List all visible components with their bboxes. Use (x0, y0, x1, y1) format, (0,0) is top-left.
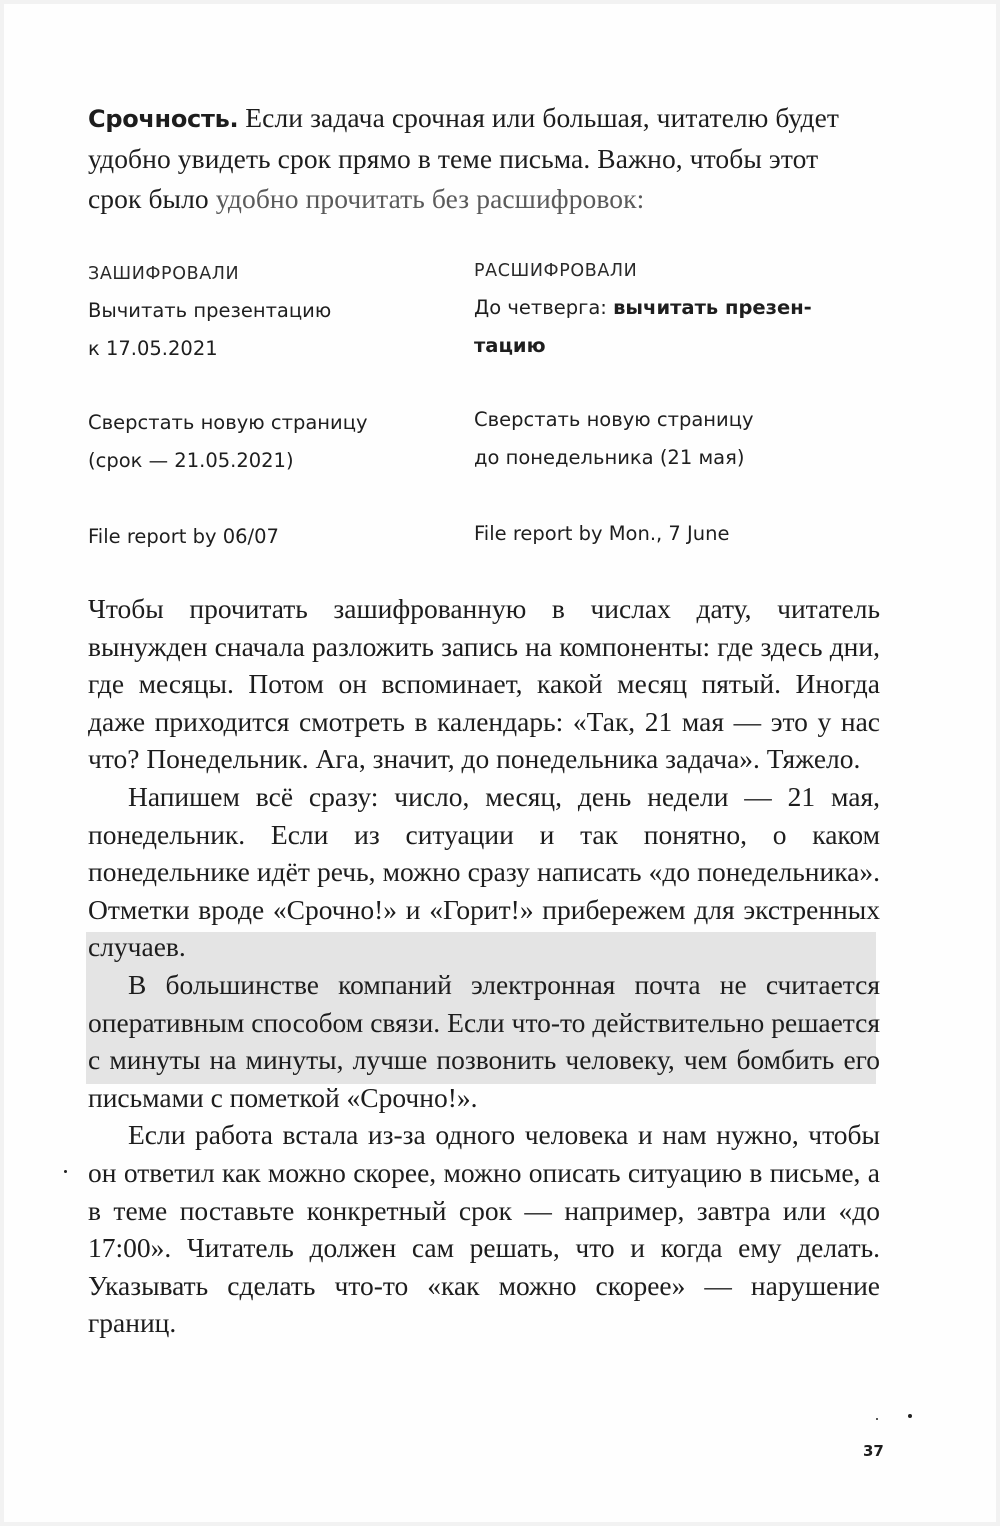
encoded-column-header: ЗАШИФРОВАЛИ (88, 264, 240, 284)
encoded-row-1: Вычитать презентацию к 17.05.2021 (88, 299, 332, 360)
intro-line-3: срок было удобно прочитать без расшифровок: (88, 183, 645, 214)
encoded-row-2: Сверстать новую страницу (срок — 21.05.2021) (88, 411, 368, 472)
paragraph-3: В большинстве компаний электронная почта не считается оперативным способом связи. Если что-то действительно решается с минуты на минуты, лучше позвонить человеку, чем бомбить его письмами с пометкой «Срочно!». (88, 968, 880, 1113)
intro-line-1: Срочность. Если задача срочная или большая, читателю будет (88, 102, 840, 133)
print-speck (876, 1418, 878, 1420)
decoded-row-3: File report by Mon., 7 June (474, 522, 730, 545)
body-text (88, 590, 880, 1342)
decoded-row-2: Сверстать новую страницу до понедельника (21 мая) (474, 408, 754, 469)
paragraph-1: Чтобы прочитать зашифрованную в числах дату, читатель вынужден сначала разложить запись на компоненты: где здесь дни, где месяцы. Потом он вспоминает, какой месяц пятый. Иногда даже приходится смотреть в календарь: «Так, 21 мая — это у нас что? Понедельник. Ага, значит, до понедельника задача». Тяжело. (88, 593, 880, 775)
paragraph-2: Напишем всё сразу: число, месяц, день недели — 21 мая, понедельник. Если из ситуации и так понятно, о каком понедельнике идёт речь, можно сразу написать «до понедельника». Отметки вроде «Срочно!» и «Горит!» прибережем для экстренных случаев. (88, 780, 880, 963)
page-number: 37 (863, 1442, 884, 1460)
paragraph-4: Если работа встала из-за одного человека и нам нужно, чтобы он ответил как можно скорее, можно описать ситуацию в письме, а в теме поставьте конкретный срок — например, завтра или «до 17:00». Читатель должен сам решать, что и когда ему делать. Указывать сделать что-то «как можно скорее» — нарушение границ. (88, 1119, 880, 1339)
lead-word: Срочность. (88, 105, 239, 133)
print-speck (908, 1414, 912, 1418)
print-speck (64, 1170, 67, 1173)
encoded-row-3: File report by 06/07 (88, 525, 279, 548)
intro-line-2: удобно увидеть срок прямо в теме письма. Важно, чтобы этот (88, 143, 819, 174)
decoded-column-header: РАСШИФРОВАЛИ (474, 261, 638, 281)
urgency-intro (88, 98, 888, 219)
decoded-row-1: До четверга: вычитать презен- тацию (474, 296, 812, 357)
